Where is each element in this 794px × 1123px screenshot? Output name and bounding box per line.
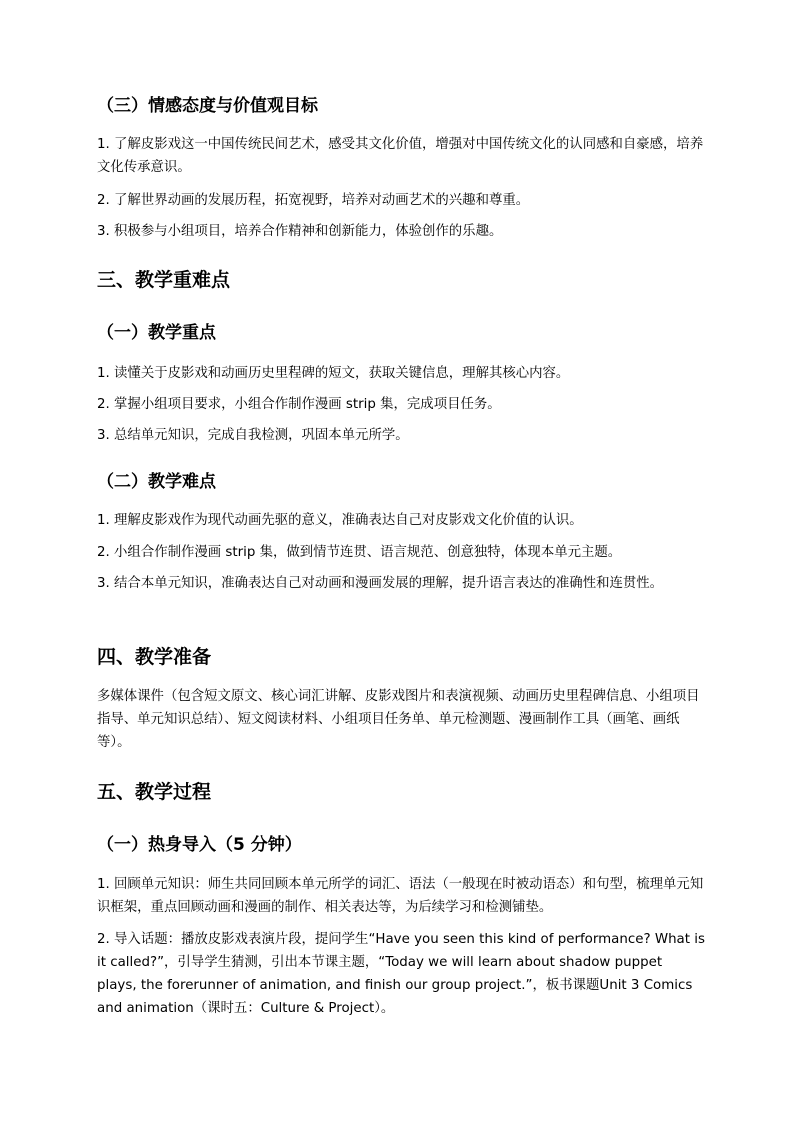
warmup-heading: （一）热身导入（5 分钟） (97, 835, 302, 855)
key-point-1: 1. 读懂关于皮影戏和动画历史里程碑的短文，获取关键信息，理解其核心内容。 (97, 366, 570, 381)
emotion-goal-3: 3. 积极参与小组项目，培养合作精神和创新能力，体验创作的乐趣。 (97, 224, 503, 239)
difficult-point-1: 1. 理解皮影戏作为现代动画先驱的意义，准确表达自己对皮影戏文化价值的认识。 (97, 513, 583, 528)
difficult-point-2: 2. 小组合作制作漫画 strip 集，做到情节连贯、语言规范、创意独特，体现本单元主题。 (97, 545, 622, 560)
warmup-step-1: 1. 回顾单元知识：师生共同回顾本单元所学的词汇、语法（一般现在时被动语态）和句型，梳理单元知识框架，重点回顾动画和漫画的制作、相关表达等，为后续学习和检测铺垫。 (97, 877, 704, 915)
emotion-goal-2: 2. 了解世界动画的发展历程，拓宽视野，培养对动画艺术的兴趣和尊重。 (97, 193, 530, 208)
warmup-step-2: 2. 导入话题：播放皮影戏表演片段，提问学生“Have you seen this kind of performance? What is it called?”，引导学生猜测，引出本节课主题，“Today we will learn about shadow puppet plays, the forerunner of animation, and finish our group project.”，板书课题Unit 3 Comics and animation（课时五：Culture & Project）。 (97, 932, 705, 1016)
preparation-text: 多媒体课件（包含短文原文、核心词汇讲解、皮影戏图片和表演视频、动画历史里程碑信息、小组项目指导、单元知识总结）、短文阅读材料、小组项目任务单、单元检测题、漫画制作工具（画笔、画纸等）。 (97, 689, 700, 750)
key-point-3: 3. 总结单元知识，完成自我检测，巩固本单元所学。 (97, 428, 409, 443)
key-difficult-heading: 三、教学重难点 (97, 269, 231, 291)
key-point-2: 2. 掌握小组项目要求，小组合作制作漫画 strip 集，完成项目任务。 (97, 397, 501, 412)
difficult-point-3: 3. 结合本单元知识，准确表达自己对动画和漫画发展的理解，提升语言表达的准确性和连贯性。 (97, 576, 664, 591)
emotion-goals-heading: （三）情感态度与价值观目标 (97, 96, 318, 116)
emotion-goal-1: 1. 了解皮影戏这一中国传统民间艺术，感受其文化价值，增强对中国传统文化的认同感和自豪感，培养文化传承意识。 (97, 137, 704, 175)
difficult-points-heading: （二）教学难点 (97, 472, 216, 492)
key-points-heading: （一）教学重点 (97, 323, 216, 343)
process-heading: 五、教学过程 (97, 781, 212, 803)
preparation-heading: 四、教学准备 (97, 646, 212, 668)
